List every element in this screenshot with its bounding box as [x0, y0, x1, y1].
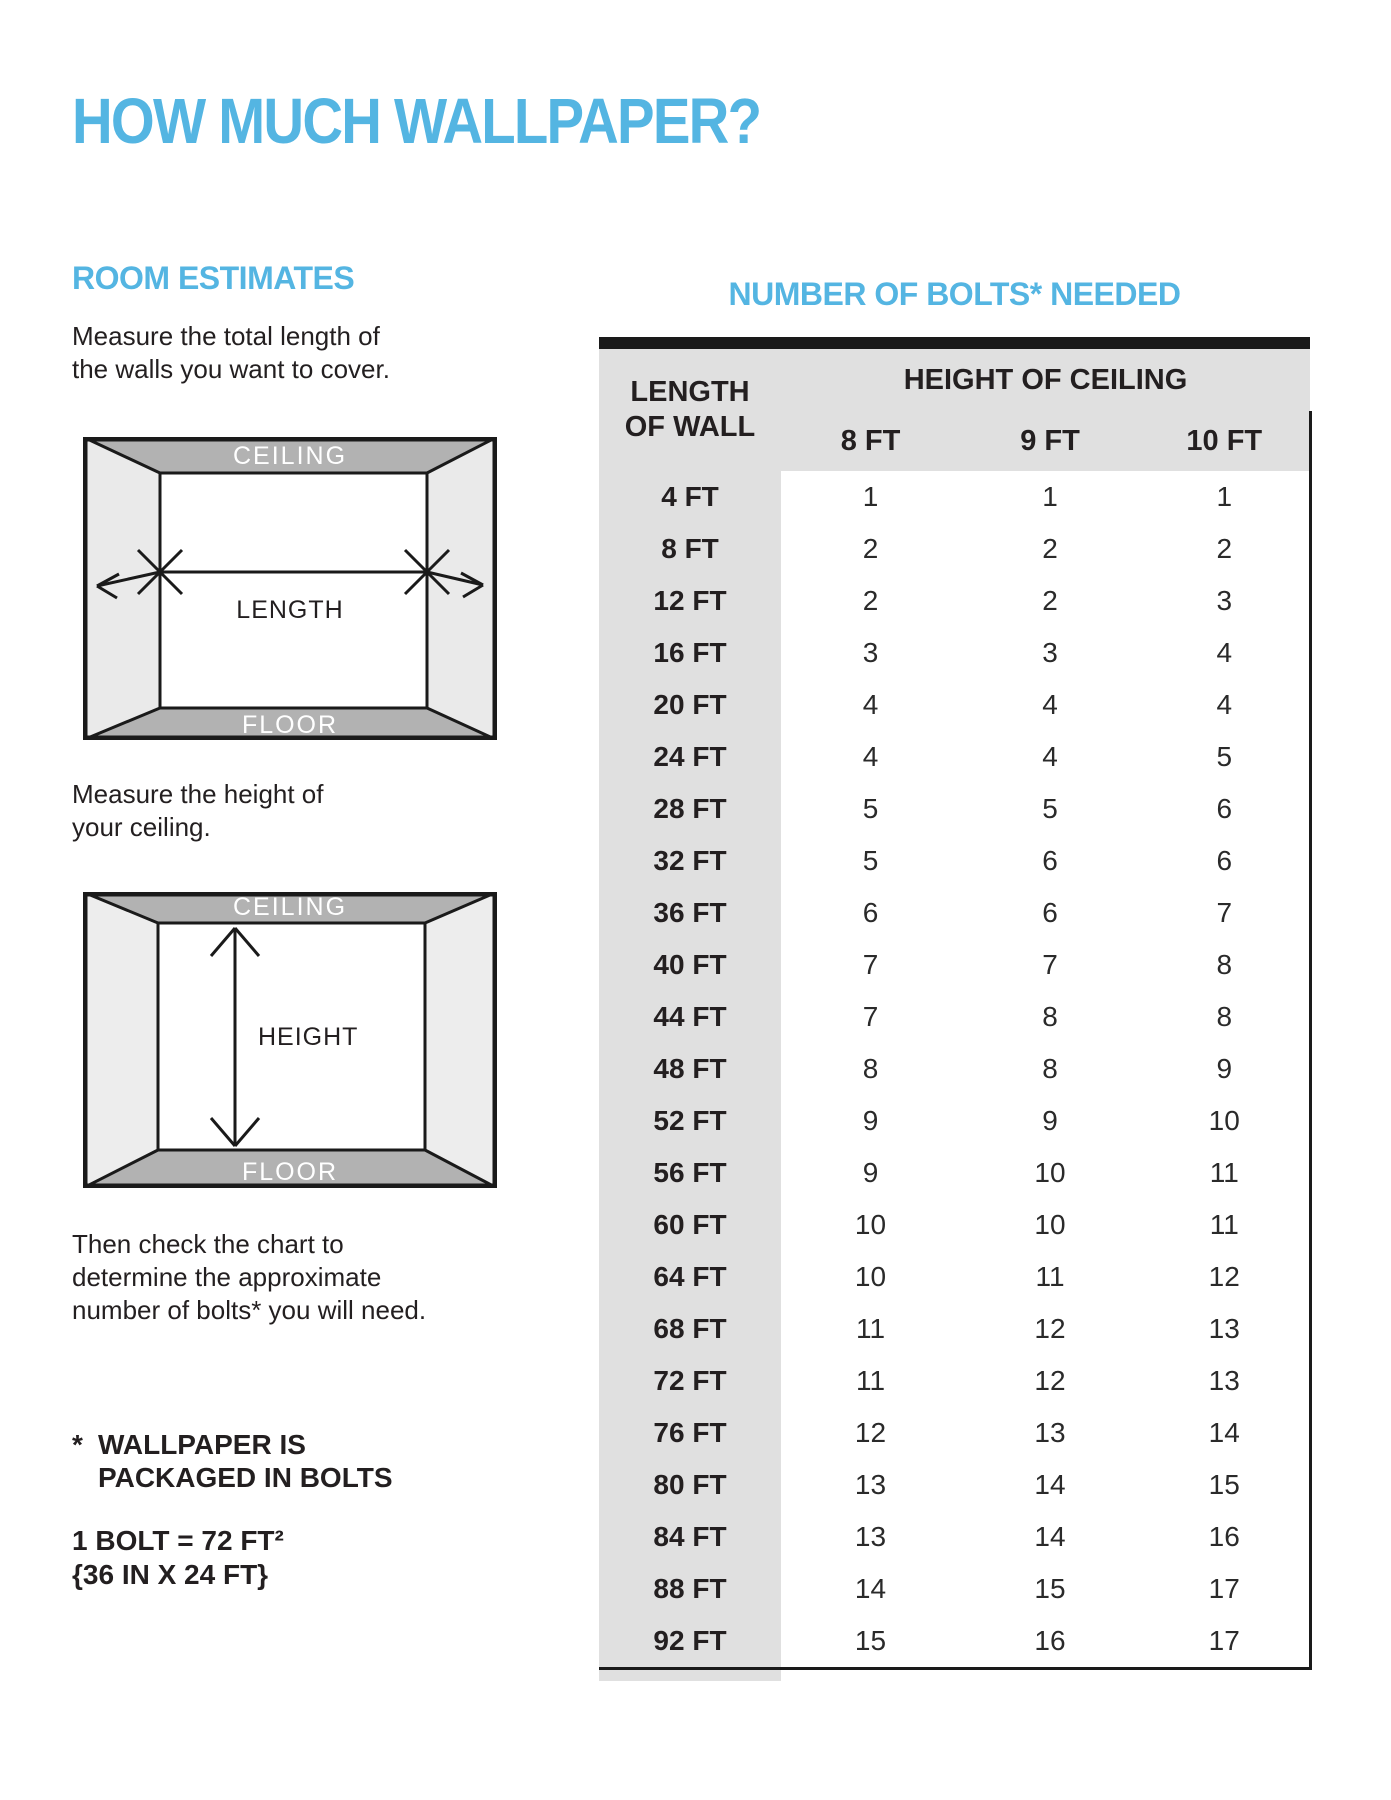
bolts-needed-heading: NUMBER OF BOLTS* NEEDED [728, 276, 1181, 312]
row-header-wall-length: 80 FT [599, 1459, 781, 1511]
wallpaper-bolts-footnote [72, 1428, 393, 1494]
bolt-count-cell: 15 [781, 1615, 960, 1669]
length-of-wall-header: LENGTH OF WALL [599, 349, 781, 471]
table-row [599, 1615, 1310, 1669]
table-row [599, 679, 1310, 731]
table-row [599, 1199, 1310, 1251]
table-row [599, 1459, 1310, 1511]
bolt-count-cell: 12 [1140, 1251, 1310, 1303]
bolt-count-cell: 15 [1140, 1459, 1310, 1511]
instruction-length-line1: Measure the total length of [72, 321, 380, 351]
bolt-count-cell: 10 [781, 1251, 960, 1303]
bolt-count-cell: 11 [960, 1251, 1140, 1303]
bolt-count-cell: 9 [1140, 1043, 1310, 1095]
bolt-count-cell: 2 [1140, 523, 1310, 575]
bolts-table-wrap [599, 349, 1310, 1681]
bolt-count-cell: 9 [781, 1095, 960, 1147]
bolt-count-cell: 8 [1140, 991, 1310, 1043]
table-row [599, 575, 1310, 627]
bolt-count-cell: 12 [960, 1303, 1140, 1355]
bolt-count-cell: 6 [960, 887, 1140, 939]
bolt-count-cell: 11 [781, 1303, 960, 1355]
row-header-wall-length: 52 FT [599, 1095, 781, 1147]
bolt-count-cell: 13 [781, 1511, 960, 1563]
bolt-count-cell: 1 [781, 471, 960, 523]
table-row [599, 1147, 1310, 1199]
bolt-count-cell: 14 [1140, 1407, 1310, 1459]
bolt-count-cell: 6 [960, 835, 1140, 887]
table-row [599, 1563, 1310, 1615]
bolt-count-cell: 4 [1140, 679, 1310, 731]
bolt-count-cell: 4 [781, 731, 960, 783]
room-length-diagram [83, 437, 497, 740]
row-header-wall-length: 4 FT [599, 471, 781, 523]
col-header-9ft: 9 FT [960, 411, 1140, 471]
instruction-chart [72, 1228, 426, 1327]
bolt-count-cell: 2 [781, 523, 960, 575]
bolt-count-cell: 10 [781, 1199, 960, 1251]
bolt-count-cell: 5 [960, 783, 1140, 835]
instruction-height [72, 778, 324, 844]
footer-blank [781, 1669, 1310, 1682]
table-row [599, 783, 1310, 835]
bolt-count-cell: 3 [960, 627, 1140, 679]
bolt-count-cell: 7 [781, 991, 960, 1043]
bolt-count-cell: 8 [1140, 939, 1310, 991]
instruction-chart-line3: number of bolts* you will need. [72, 1295, 427, 1325]
bolt-count-cell: 2 [960, 575, 1140, 627]
bolt-count-cell: 1 [960, 471, 1140, 523]
table-top-bar [599, 337, 1310, 349]
room-estimates-heading: ROOM ESTIMATES [72, 260, 355, 296]
bolt-count-cell: 14 [781, 1563, 960, 1615]
floor-label: FLOOR [241, 711, 339, 739]
bolt-count-cell: 4 [781, 679, 960, 731]
row-header-wall-length: 48 FT [599, 1043, 781, 1095]
bolt-count-cell: 14 [960, 1459, 1140, 1511]
instruction-chart-line2: determine the approximate [72, 1262, 382, 1292]
table-row [599, 731, 1310, 783]
bolt-count-cell: 5 [781, 783, 960, 835]
bolt-count-cell: 1 [1140, 471, 1310, 523]
bolt-equation [72, 1524, 284, 1592]
page-title: HOW MUCH WALLPAPER? [72, 85, 761, 157]
row-header-wall-length: 12 FT [599, 575, 781, 627]
bolt-count-cell: 7 [781, 939, 960, 991]
bolt-count-cell: 10 [960, 1199, 1140, 1251]
row-header-wall-length: 24 FT [599, 731, 781, 783]
bolt-count-cell: 2 [781, 575, 960, 627]
bolt-count-cell: 15 [960, 1563, 1140, 1615]
col-header-8ft: 8 FT [781, 411, 960, 471]
bolts-table [599, 349, 1312, 1681]
length-label: LENGTH [236, 596, 344, 624]
row-header-wall-length: 32 FT [599, 835, 781, 887]
bolt-count-cell: 14 [960, 1511, 1140, 1563]
row-header-wall-length: 16 FT [599, 627, 781, 679]
bolt-count-cell: 8 [960, 991, 1140, 1043]
bolt-count-cell: 13 [781, 1459, 960, 1511]
height-of-ceiling-header: HEIGHT OF CEILING [781, 349, 1310, 411]
table-header-row-1 [599, 349, 1310, 411]
bolt-count-cell: 3 [781, 627, 960, 679]
row-header-wall-length: 8 FT [599, 523, 781, 575]
floor-label: FLOOR [241, 1158, 339, 1186]
bolt-count-cell: 13 [1140, 1303, 1310, 1355]
bolt-count-cell: 7 [1140, 887, 1310, 939]
bolt-count-cell: 6 [781, 887, 960, 939]
footnote-line2: PACKAGED IN BOLTS [98, 1462, 393, 1493]
bolt-count-cell: 13 [1140, 1355, 1310, 1407]
table-row [599, 939, 1310, 991]
row-header-wall-length: 84 FT [599, 1511, 781, 1563]
row-header-wall-length: 88 FT [599, 1563, 781, 1615]
bolt-count-cell: 16 [1140, 1511, 1310, 1563]
bolt-count-cell: 13 [960, 1407, 1140, 1459]
bolt-count-cell: 5 [781, 835, 960, 887]
footer-gray-strip [599, 1669, 781, 1682]
instruction-height-line1: Measure the height of [72, 779, 324, 809]
ceiling-label: CEILING [232, 442, 348, 470]
row-header-wall-length: 28 FT [599, 783, 781, 835]
table-row [599, 523, 1310, 575]
table-row [599, 1095, 1310, 1147]
table-row [599, 1407, 1310, 1459]
table-row [599, 1043, 1310, 1095]
row-header-wall-length: 64 FT [599, 1251, 781, 1303]
row-header-wall-length: 92 FT [599, 1615, 781, 1669]
bolt-count-cell: 10 [960, 1147, 1140, 1199]
instruction-length [72, 320, 390, 386]
table-row [599, 887, 1310, 939]
bolt-count-cell: 12 [781, 1407, 960, 1459]
instruction-chart-line1: Then check the chart to [72, 1229, 344, 1259]
bolt-count-cell: 16 [960, 1615, 1140, 1669]
bolt-equation-line2: {36 IN X 24 FT} [72, 1559, 269, 1590]
bolt-count-cell: 17 [1140, 1563, 1310, 1615]
bolt-count-cell: 11 [781, 1355, 960, 1407]
table-row [599, 1355, 1310, 1407]
table-row [599, 1511, 1310, 1563]
bolt-count-cell: 9 [781, 1147, 960, 1199]
row-header-wall-length: 36 FT [599, 887, 781, 939]
bolt-count-cell: 3 [1140, 575, 1310, 627]
bolt-count-cell: 5 [1140, 731, 1310, 783]
bolt-count-cell: 6 [1140, 783, 1310, 835]
table-row [599, 835, 1310, 887]
bolt-count-cell: 12 [960, 1355, 1140, 1407]
room-length-diagram-svg [83, 437, 497, 740]
bolt-count-cell: 17 [1140, 1615, 1310, 1669]
row-header-wall-length: 20 FT [599, 679, 781, 731]
bolt-count-cell: 4 [1140, 627, 1310, 679]
table-row [599, 627, 1310, 679]
instruction-height-line2: your ceiling. [72, 812, 211, 842]
row-header-wall-length: 76 FT [599, 1407, 781, 1459]
bolt-count-cell: 8 [960, 1043, 1140, 1095]
bolt-count-cell: 6 [1140, 835, 1310, 887]
table-row [599, 991, 1310, 1043]
bolt-count-cell: 11 [1140, 1147, 1310, 1199]
bolt-equation-line1: 1 BOLT = 72 FT² [72, 1525, 284, 1556]
bolt-count-cell: 4 [960, 679, 1140, 731]
col-header-10ft: 10 FT [1140, 411, 1310, 471]
row-header-wall-length: 44 FT [599, 991, 781, 1043]
bolt-count-cell: 8 [781, 1043, 960, 1095]
bolt-count-cell: 4 [960, 731, 1140, 783]
ceiling-height-diagram [83, 892, 497, 1188]
row-header-wall-length: 60 FT [599, 1199, 781, 1251]
bolt-count-cell: 11 [1140, 1199, 1310, 1251]
row-header-wall-length: 40 FT [599, 939, 781, 991]
table-row [599, 471, 1310, 523]
row-header-wall-length: 56 FT [599, 1147, 781, 1199]
row-header-wall-length: 68 FT [599, 1303, 781, 1355]
row-header-wall-length: 72 FT [599, 1355, 781, 1407]
table-footer-strip-row [599, 1669, 1310, 1682]
bolt-count-cell: 2 [960, 523, 1140, 575]
ceiling-label: CEILING [232, 893, 348, 921]
table-row [599, 1303, 1310, 1355]
height-label: HEIGHT [258, 1023, 359, 1051]
bolt-count-cell: 7 [960, 939, 1140, 991]
bolt-count-cell: 9 [960, 1095, 1140, 1147]
table-row [599, 1251, 1310, 1303]
asterisk: * [72, 1429, 83, 1460]
back-wall [160, 473, 427, 708]
bolt-count-cell: 10 [1140, 1095, 1310, 1147]
footnote-line1: * WALLPAPER IS [72, 1429, 306, 1460]
instruction-length-line2: the walls you want to cover. [72, 354, 390, 384]
ceiling-height-diagram-svg [83, 892, 497, 1188]
